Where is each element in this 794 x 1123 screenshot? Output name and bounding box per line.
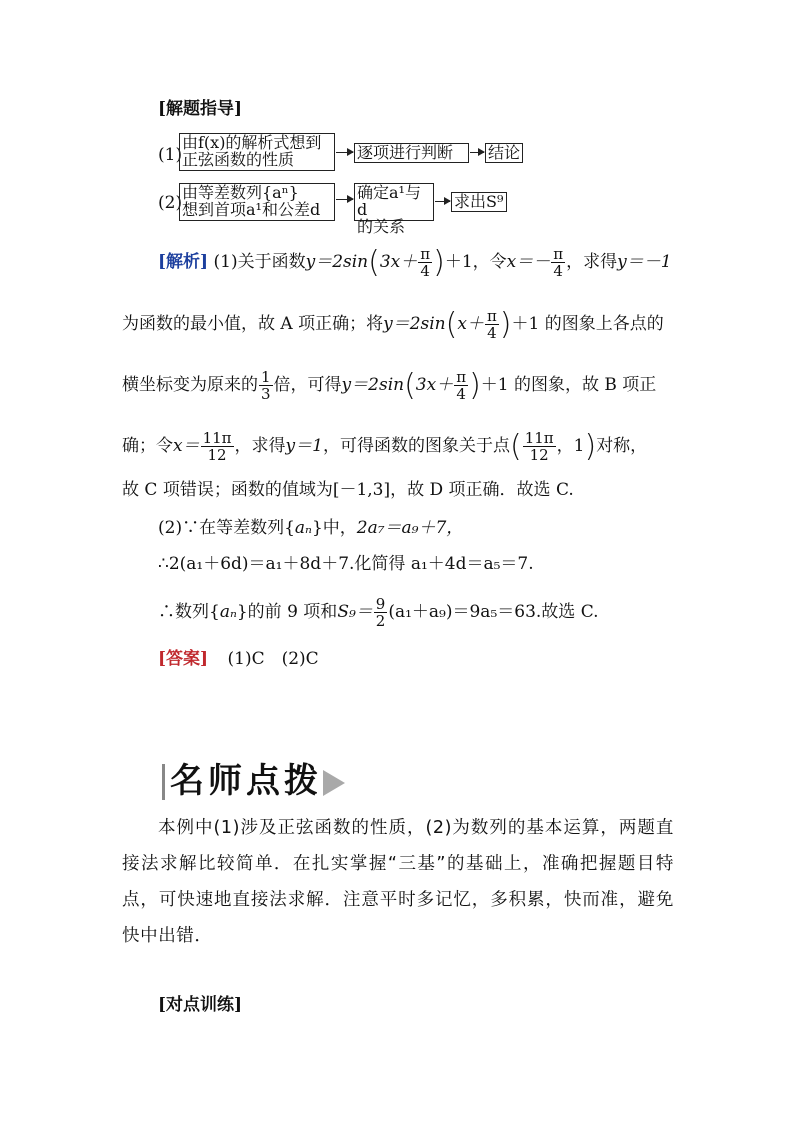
text-run: ，可得函数的图象关于点 xyxy=(322,436,510,456)
guide-row1-number: (1) xyxy=(158,145,183,165)
math-run: y＝－1 xyxy=(617,252,672,272)
solution-line-2: 为函数的最小值，故 A 项正确；将y＝2sin(x＋ $\frac{\pi}{4}$ )＋1 的图象上各点的 xyxy=(122,307,664,342)
text-run: (1)关于函数 xyxy=(213,252,306,272)
text-run: ，求得 xyxy=(566,252,618,272)
math-run: 3x＋ xyxy=(379,252,418,272)
math-run: y＝2sin xyxy=(383,314,446,334)
text-run: (2)∵在等差数列{ xyxy=(158,518,295,538)
arrow-icon xyxy=(435,201,450,202)
guide-row1-box2: 逐项进行判断 xyxy=(354,143,469,163)
text-run: (a₁＋a₉)＝9a₅＝63.故选 C. xyxy=(388,602,599,622)
text-run: 1 xyxy=(573,436,585,456)
solution-line-1: [解析] (1)关于函数y＝2sin(3x＋ $\frac{\pi}{4}$ )＋1，令x＝－ $\frac{\pi}{4}$ ，求得y＝－1 xyxy=(158,245,672,280)
answer-line xyxy=(158,649,319,669)
math-run: aₙ xyxy=(219,602,237,622)
math-run: x＝－ xyxy=(506,252,551,272)
math-run: x＝ xyxy=(173,436,200,456)
solution-tag: [解析] xyxy=(158,252,209,272)
fraction: $\frac{11\pi}{12}$ xyxy=(202,429,232,464)
fraction: $\frac{\pi}{4}$ xyxy=(420,245,431,280)
math-run: aₙ xyxy=(294,518,312,538)
math-run: 2a₇＝a₉＋7， xyxy=(356,518,464,538)
answer-tag: [答案] xyxy=(158,649,209,669)
text-run: ＋1，令 xyxy=(444,252,507,272)
fraction: $\frac{\pi}{4}$ xyxy=(553,245,564,280)
text-run: 对称， xyxy=(596,436,648,456)
guide-row2-box1-line1: 由等差数列{aⁿ} xyxy=(182,183,299,202)
fraction: $\frac{1}{3}$ xyxy=(261,368,271,403)
text-run: ，求得 xyxy=(234,436,286,456)
answer-text: (1)C (2)C xyxy=(227,649,319,669)
guide-row2-box1-line2: 想到首项a¹和公差d xyxy=(182,200,321,219)
text-run: 确；令 xyxy=(122,436,173,456)
heading-bar xyxy=(162,764,165,800)
solution-line-5: 故 C 项错误；函数的值域为[－1,3]，故 D 项正确．故选 C. xyxy=(122,480,574,500)
solution-line-6 xyxy=(158,518,463,538)
math-run: y＝2sin xyxy=(341,375,405,395)
solution-line-8 xyxy=(158,596,599,629)
guide-row2-box2-line2: 的关系 xyxy=(357,217,406,236)
guide-row1-box1-line1: 由f(x)的解析式想到 xyxy=(182,133,322,152)
solution-line-7: ∴2(a₁＋6d)＝a₁＋8d＋7.化简得 a₁＋4d＝a₅＝7. xyxy=(158,554,534,574)
guide-row1-box1 xyxy=(179,133,335,171)
fraction: $\frac{11\pi}{12}$ xyxy=(524,429,554,464)
math-run: y＝2sin xyxy=(305,252,369,272)
text-run: 倍，可得 xyxy=(273,375,342,395)
tips-paragraph: 本例中(1)涉及正弦函数的性质，(2)为数列的基本运算，两题直接法求解比较简单．在扎实掌握“三基”的基础上，准确把握题目特点，可快速地直接法求解．注意平时多记忆，多积累，快而准，避免快中出错． xyxy=(122,818,674,946)
text-run: 横坐标变为原来的 xyxy=(122,375,258,395)
arrow-icon xyxy=(336,199,353,200)
math-run: 3x＋ xyxy=(415,375,454,395)
guide-row2-box3: 求出S⁹ xyxy=(451,192,507,212)
math-run: y＝1 xyxy=(285,436,323,456)
fraction: $\frac{\pi}{4}$ xyxy=(456,368,467,403)
guide-row2-box1 xyxy=(179,183,335,221)
fraction: $\frac{9}{2}$ xyxy=(375,595,386,630)
guide-row2-box2 xyxy=(354,183,434,236)
guide-row2-box2-line1: 确定a¹与d xyxy=(357,183,421,219)
math-run: S₉＝ xyxy=(337,602,373,622)
arrow-icon xyxy=(336,152,353,153)
practice-title: [对点训练] xyxy=(158,995,243,1015)
solution-line-3: 横坐标变为原来的 $\frac{1}{3}$ 倍，可得y＝2sin(3x＋ $\frac{\pi}{4}$ )＋1 的图象，故 B 项正 xyxy=(122,368,657,403)
guide-row1-box3: 结论 xyxy=(485,143,523,163)
triangle-right-icon xyxy=(323,770,345,796)
text-run: ＋1 的图象上各点的 xyxy=(511,314,664,334)
text-run: ∴数列{ xyxy=(158,602,220,622)
guide-row1-box1-line2: 正弦函数的性质 xyxy=(182,150,295,169)
math-run: x＋ xyxy=(457,314,484,334)
tips-heading: 名师点拨 xyxy=(170,761,322,801)
text-run: }中， xyxy=(311,518,357,538)
text-run: ＋1 的图象，故 B 项正 xyxy=(480,375,657,395)
guide-title: [解题指导] xyxy=(158,99,243,119)
text-run: 为函数的最小值，故 A 项正确；将 xyxy=(122,314,384,334)
fraction: $\frac{\pi}{4}$ xyxy=(486,307,497,342)
arrow-icon xyxy=(470,152,484,153)
text-run: }的前 9 项和 xyxy=(236,602,338,622)
solution-line-4: 确；令x＝ $\frac{11\pi}{12}$ ，求得y＝1，可得函数的图象关于点( $\frac{11\pi}{12}$ ，1)对称， xyxy=(122,429,648,464)
guide-row2-number: (2) xyxy=(158,193,183,213)
